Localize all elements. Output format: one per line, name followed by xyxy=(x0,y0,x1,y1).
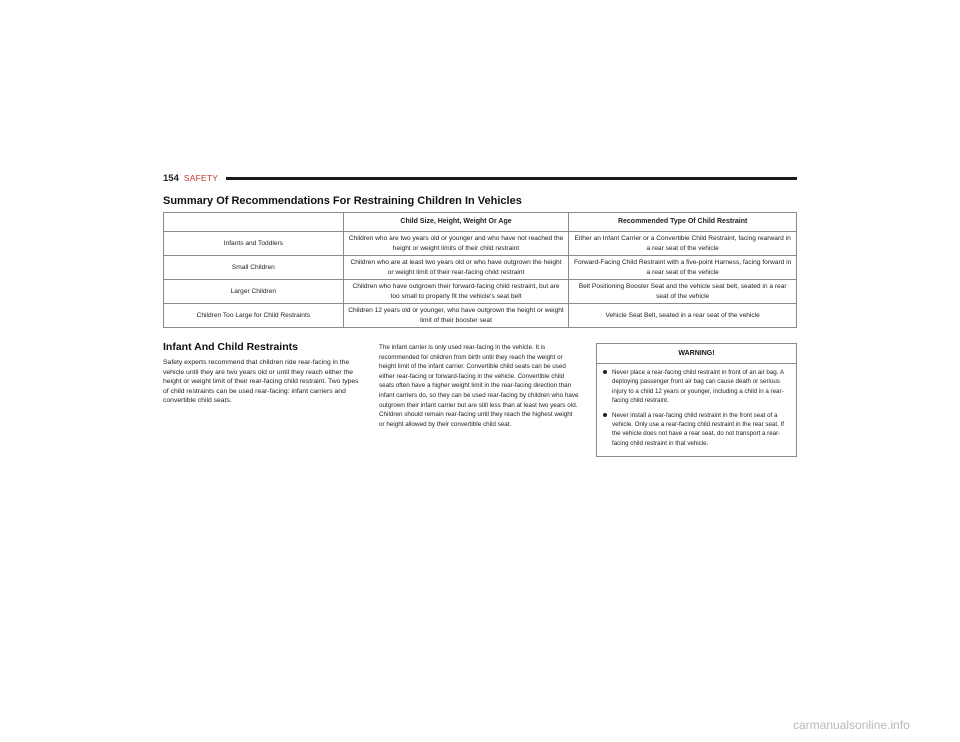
table-row xyxy=(164,280,797,304)
infant-paragraph-1: Safety experts recommend that children ride rear-facing in the vehicle until they are two years old or until they reach either the height or weight limit of their rear-facing child restraint. Two types of child restraints can be used rear-facing: infant carriers and convertible child seats. xyxy=(163,359,359,405)
warning-item xyxy=(597,368,796,406)
table-row xyxy=(164,304,797,328)
table-cell-description: Children 12 years old or younger, who have outgrown the height or weight limit of their booster seat xyxy=(343,304,569,328)
table-cell-category: Infants and Toddlers xyxy=(164,232,344,256)
table-header-restraint-type: Recommended Type Of Child Restraint xyxy=(569,213,797,232)
table-cell-description: Children who have outgrown their forward-facing child restraint, but are too small to properly fit the vehicle's seat belt xyxy=(343,280,569,304)
table-row xyxy=(164,256,797,280)
bullet-icon xyxy=(603,370,607,374)
header-rule xyxy=(226,177,797,180)
table-header-child-size: Child Size, Height, Weight Or Age xyxy=(343,213,569,232)
page-header xyxy=(163,170,797,186)
warning-item-text: Never place a rear-facing child restraint in front of an air bag. A deploying passenger front air bag can cause death or serious injury to a child 12 years or younger, including a child in a rear-facing child restraint. xyxy=(612,369,784,405)
warning-item xyxy=(597,411,796,449)
warning-title: WARNING! xyxy=(597,344,796,364)
table-header-blank xyxy=(164,213,344,232)
page-number: 154 xyxy=(163,172,179,184)
table-cell-description: Children who are two years old or younger and who have not reached the height or weight limits of their child restraint xyxy=(343,232,569,256)
section-title: SAFETY xyxy=(183,173,219,183)
table-cell-category: Larger Children xyxy=(164,280,344,304)
table-header-row xyxy=(164,213,797,232)
table-cell-category: Small Children xyxy=(164,256,344,280)
table-row xyxy=(164,232,797,256)
infant-paragraph-2: The infant carrier is only used rear-facing in the vehicle. It is recommended for children from birth until they reach the weight or height limit of the infant carrier. Convertible child seats can be used either rear-facing or forward-facing in the vehicle. Convertible child seats often have a higher weight limit in the rear-facing direction than infant carriers do, so they can be used rear-facing by children who have outgrown their infant carrier but are still less than at least two years old. Children should remain rear-facing until they reach the highest weight or height allowed by their convertible child seat. xyxy=(379,344,579,428)
bullet-icon xyxy=(603,413,607,417)
warning-box xyxy=(596,343,797,457)
infant-restraints-heading: Infant And Child Restraints xyxy=(163,341,298,353)
table-cell-category: Children Too Large for Child Restraints xyxy=(164,304,344,328)
summary-title: Summary Of Recommendations For Restraining Children In Vehicles xyxy=(163,195,522,207)
table-cell-recommendation: Either an Infant Carrier or a Convertible Child Restraint, facing rearward in a rear seat of the vehicle xyxy=(569,232,797,256)
table-cell-recommendation: Vehicle Seat Belt, seated in a rear seat of the vehicle xyxy=(569,304,797,328)
watermark: carmanualsonline.info xyxy=(793,718,910,732)
table-cell-recommendation: Forward-Facing Child Restraint with a five-point Harness, facing forward in a rear seat of the vehicle xyxy=(569,256,797,280)
recommendations-table xyxy=(163,212,797,328)
table-cell-description: Children who are at least two years old or who have outgrown the height or weight limit of their rear-facing child restraint xyxy=(343,256,569,280)
warning-item-text: Never install a rear-facing child restraint in the front seat of a vehicle. Only use a rear-facing child restraint in the rear seat. If the vehicle does not have a rear seat, do not transport a rear-facing child restraint in that vehicle. xyxy=(612,411,784,447)
table-cell-recommendation: Belt Positioning Booster Seat and the vehicle seat belt, seated in a rear seat of the vehicle xyxy=(569,280,797,304)
